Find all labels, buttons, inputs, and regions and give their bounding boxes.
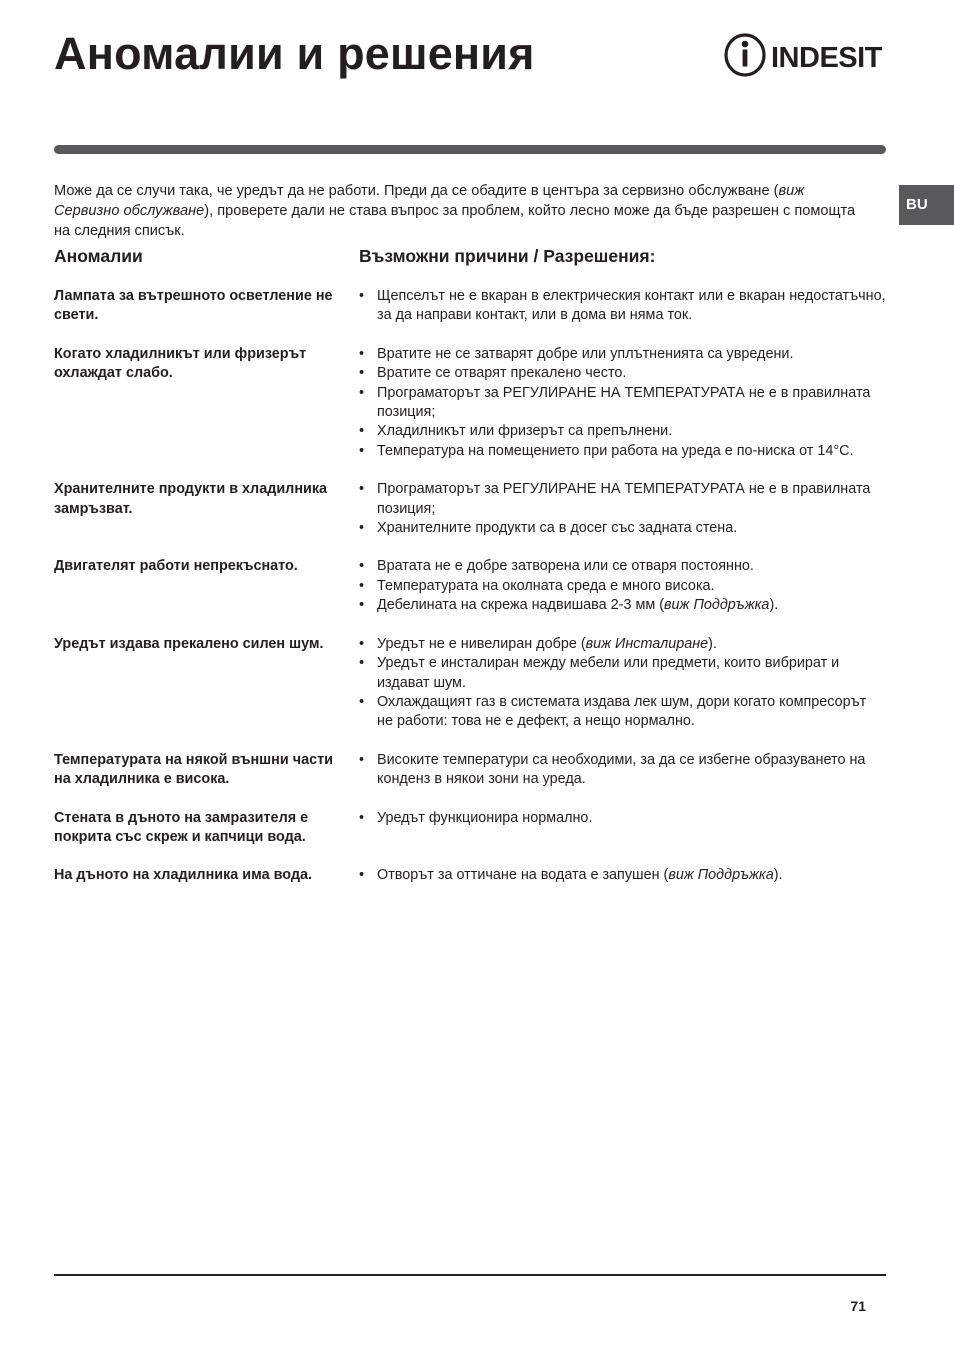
- cause-item: [359, 345, 886, 364]
- cause-text: Високите температури са необходими, за да се избегне образуването на конденз в някои зони на уреда.: [377, 751, 866, 788]
- anomaly-label: Уредът издава прекалено силен шум.: [54, 635, 324, 652]
- cause-text: Вратата не е добре затворена или се отваря постоянно.: [377, 558, 754, 575]
- cause-item: [359, 287, 886, 326]
- cause-item: [359, 809, 886, 828]
- intro-paragraph: [54, 181, 872, 241]
- cause-text: Хранителните продукти са в досег със задната стена.: [377, 520, 738, 537]
- cause-item: [359, 519, 886, 538]
- cause-item: [359, 364, 886, 383]
- cause-text-tail: ).: [708, 635, 717, 652]
- troubleshooting-row: [54, 809, 886, 848]
- cause-text: Програматорът за РЕГУЛИРАНЕ НА ТЕМПЕРАТУРАТА не е в правилната позиция;: [377, 481, 871, 517]
- troubleshooting-row: [54, 635, 886, 732]
- troubleshooting-row: [54, 480, 886, 538]
- cause-text: Температура на помещението при работа на уреда е по-ниска от 14°С.: [377, 442, 854, 459]
- cause-text: Щепселът не е вкаран в електрическия контакт или е вкаран недостатъчно, за да направи контакт, или в дома ви няма ток.: [377, 288, 886, 324]
- cause-item: [359, 480, 886, 519]
- cause-text: Отворът за оттичане на водата е запушен (: [377, 867, 669, 884]
- anomaly-label: Двигателят работи непрекъснато.: [54, 558, 298, 575]
- cause-item: [359, 422, 886, 441]
- cause-item: [359, 384, 886, 423]
- page-number: 71: [850, 1298, 866, 1314]
- cause-text: Уредът не е нивелиран добре (: [377, 635, 586, 652]
- cross-reference: виж Поддръжка: [664, 597, 770, 614]
- cause-text: Вратите не се затварят добре или уплътненията са увредени.: [377, 345, 794, 362]
- causes-list: [359, 809, 886, 848]
- troubleshooting-row: [54, 751, 886, 790]
- cause-item: [359, 635, 886, 654]
- causes-list: [359, 287, 886, 326]
- header-divider: [54, 145, 886, 154]
- cause-text-tail: ).: [769, 597, 779, 614]
- cause-item: [359, 557, 886, 576]
- intro-text: ), проверете дали не става въпрос за проблем, който лесно може да бъде разрешен с помощта на следния списък.: [54, 203, 856, 239]
- causes-list: [359, 751, 886, 790]
- cause-text: Хладилникът или фризерът са препълнени.: [377, 423, 673, 440]
- intro-reference: виж Сервизно обслужване: [54, 183, 805, 219]
- anomaly-label: Стената в дъното на замразителя е покрита със скреж и капчици вода.: [54, 809, 309, 845]
- anomaly-label: На дъното на хладилника има вода.: [54, 867, 313, 884]
- indesit-logo: [724, 32, 886, 78]
- cross-reference: виж Инсталиране: [585, 635, 709, 652]
- svg-text:INDESIT: INDESIT: [771, 42, 882, 74]
- anomalies-heading: Аномалии: [54, 246, 143, 266]
- cause-item: [359, 442, 886, 461]
- causes-list: [359, 557, 886, 615]
- cause-text: Дебелината на скрежа надвишава 2-3 мм (: [377, 597, 665, 614]
- cause-item: [359, 866, 886, 885]
- troubleshooting-row: [54, 287, 886, 326]
- anomaly-label: Хранителните продукти в хладилника замръзват.: [54, 481, 328, 517]
- cause-text: Вратите се отварят прекалено често.: [377, 365, 627, 382]
- footer-divider: [54, 1274, 886, 1276]
- cause-text-tail: ).: [773, 867, 783, 884]
- causes-heading: Възможни причини / Разрешения:: [359, 246, 656, 266]
- language-tab: BU: [899, 185, 954, 225]
- cause-item: [359, 693, 886, 732]
- cause-text: Уредът е инсталиран между мебели или предмети, които вибрират и издават шум.: [377, 655, 840, 691]
- cause-item: [359, 654, 886, 693]
- cross-reference: виж Поддръжка: [668, 867, 774, 884]
- page-title: Аномалии и решения: [54, 28, 535, 79]
- cause-item: [359, 751, 886, 790]
- anomaly-label: Когато хладилникът или фризерът охлаждат слабо.: [54, 345, 307, 382]
- cause-text: Температурата на околната среда е много висока.: [377, 577, 715, 594]
- troubleshooting-row: [54, 345, 886, 461]
- cause-item: [359, 577, 886, 596]
- intro-text: Може да се случи така, че уредът да не работи. Преди да се обадите в центъра за сервизно обслужване (: [54, 183, 779, 199]
- anomaly-label: Лампата за вътрешното осветление не свети.: [54, 288, 333, 324]
- causes-list: [359, 345, 886, 461]
- troubleshooting-row: [54, 557, 886, 615]
- anomaly-label: Температурата на някой външни части на хладилника е висока.: [54, 751, 333, 788]
- cause-text: Програматорът за РЕГУЛИРАНЕ НА ТЕМПЕРАТУРАТА не е в правилната позиция;: [377, 384, 871, 421]
- cause-item: [359, 596, 886, 615]
- causes-list: [359, 480, 886, 538]
- cause-text: Охлаждащият газ в системата издава лек шум, дори когато компресорът не работи: това не е дефект, а нещо нормално.: [377, 693, 867, 730]
- troubleshooting-row: [54, 866, 886, 885]
- cause-text: Уредът функционира нормално.: [377, 809, 593, 826]
- troubleshooting-table: [54, 287, 886, 905]
- causes-list: [359, 866, 886, 885]
- causes-list: [359, 635, 886, 732]
